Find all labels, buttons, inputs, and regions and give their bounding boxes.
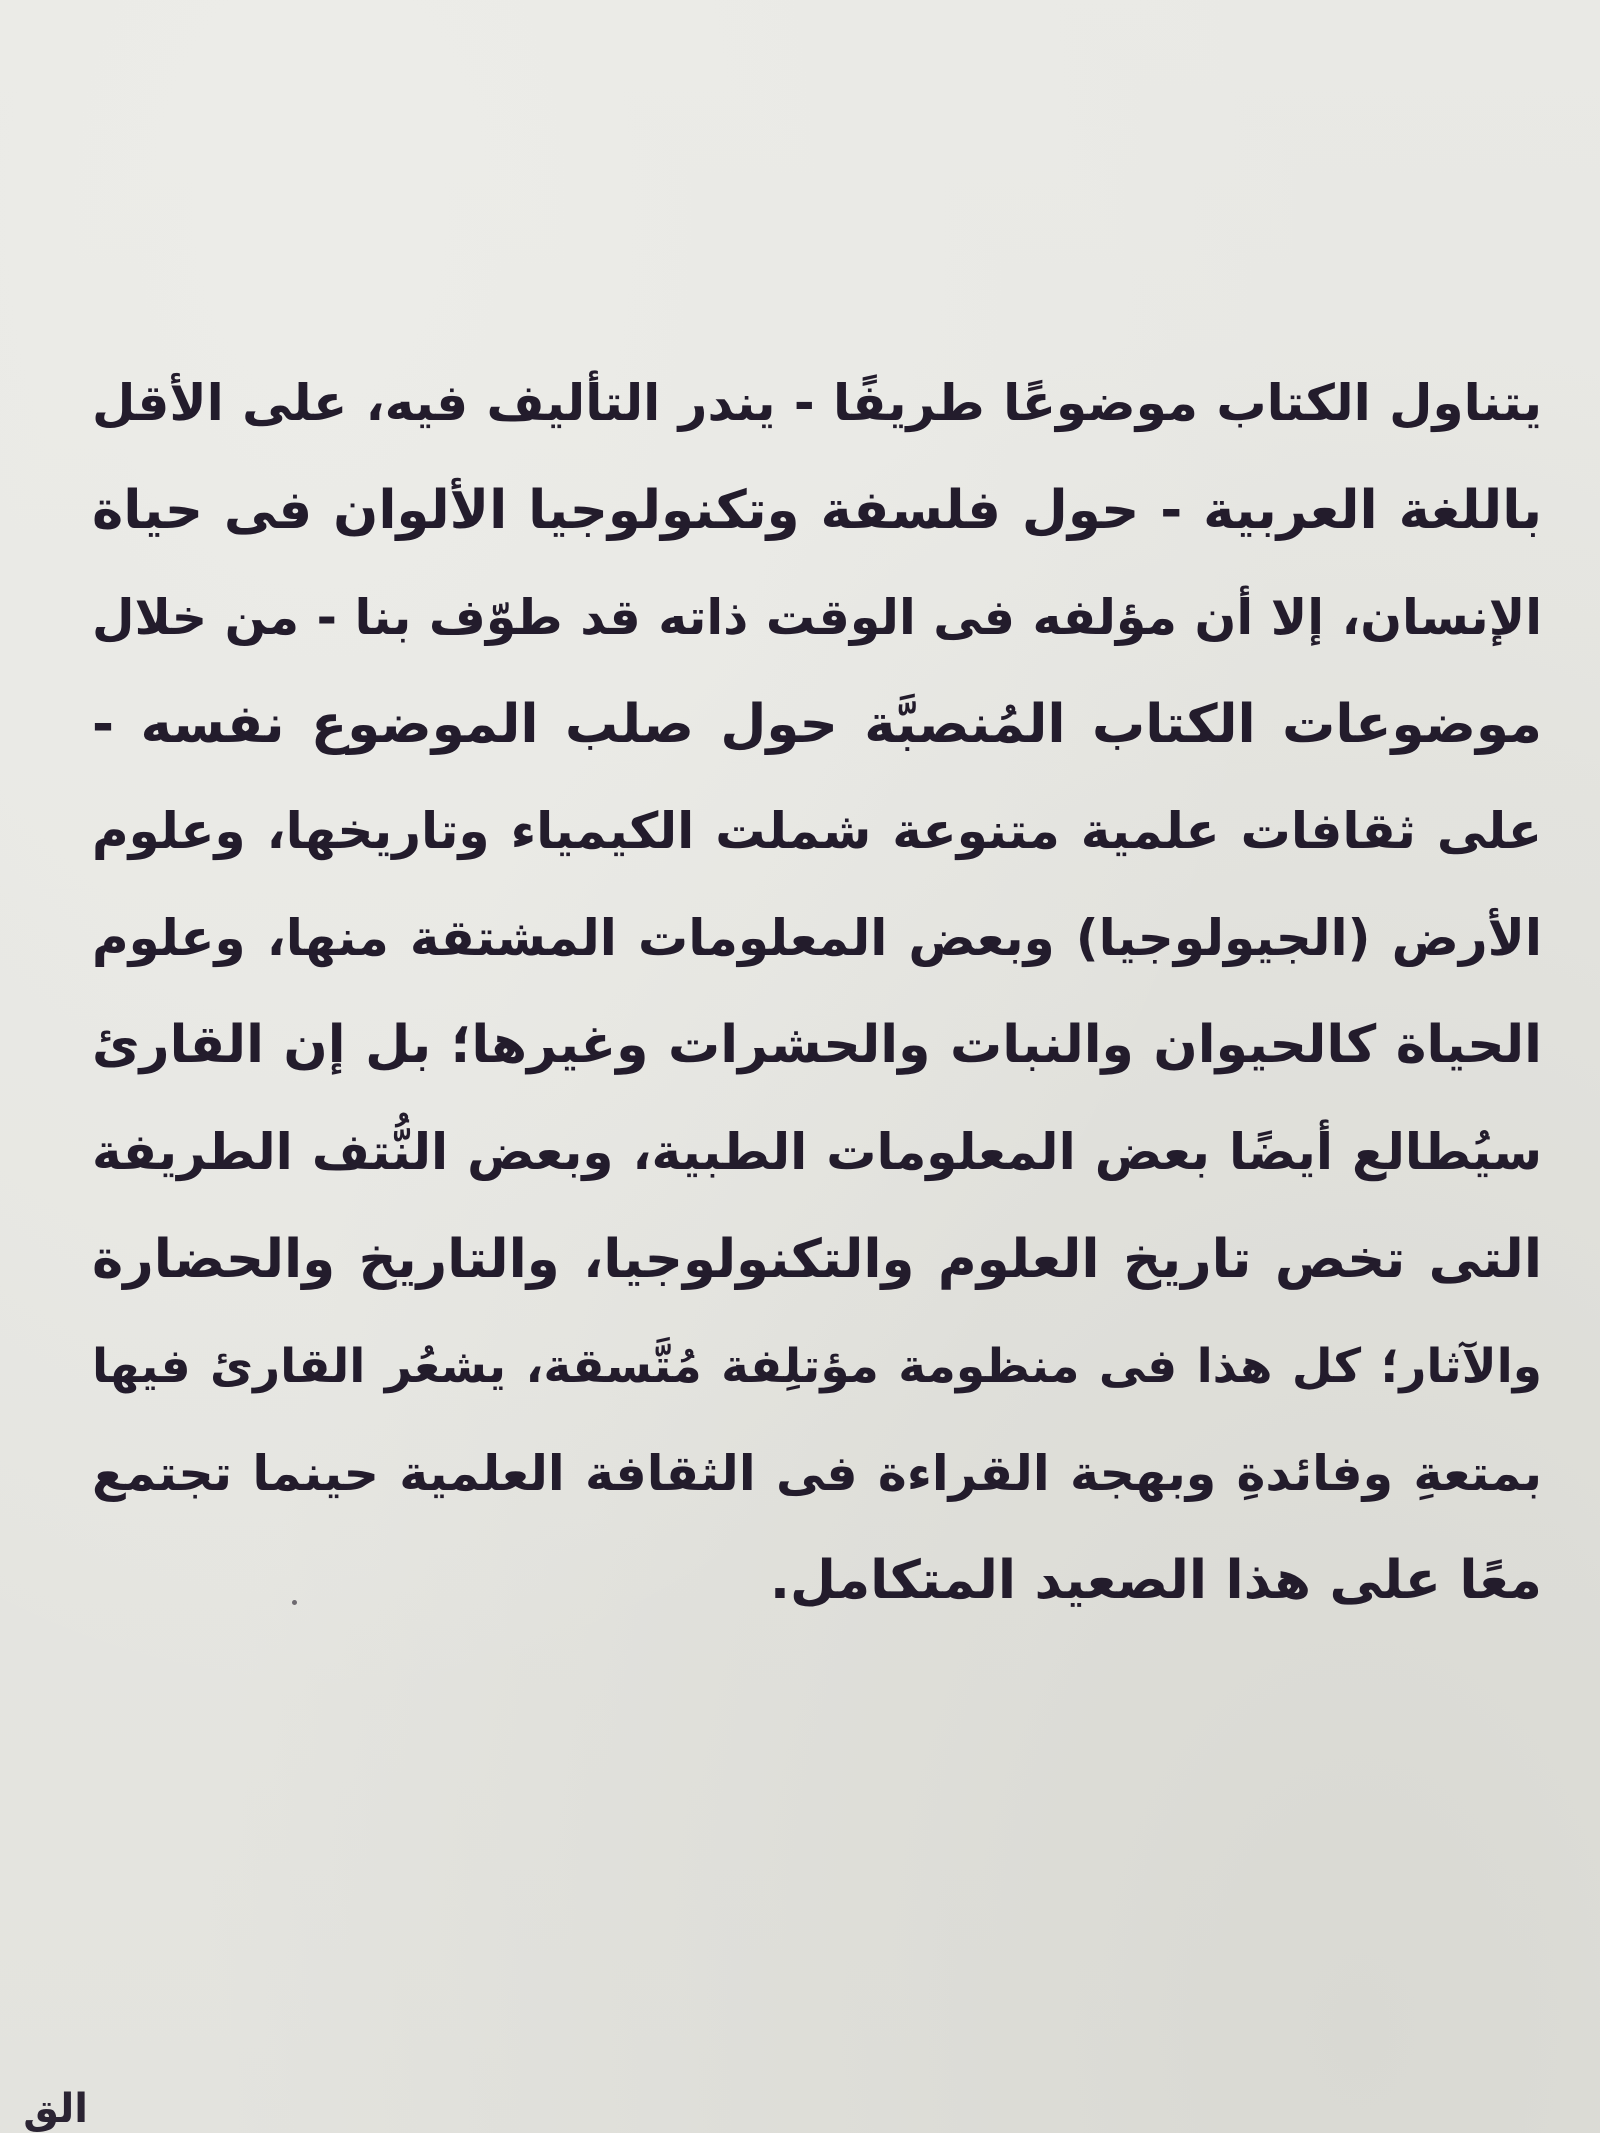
blurb-line-3: الإنسان، إلا أن مؤلفه فى الوقت ذاته قد طوّف بنا - من خلال [92, 589, 1542, 646]
blurb-line-1: يتناول الكتاب موضوعًا طريفًا - يندر التأليف فيه، على الأقل [92, 374, 1542, 432]
spine-text-fragment: الق [23, 2086, 88, 2132]
back-cover-blurb [92, 350, 1542, 1634]
paper-speck [292, 1600, 297, 1605]
blurb-line-9: التى تخص تاريخ العلوم والتكنولوجيا، والتاريخ والحضارة [92, 1229, 1542, 1290]
blurb-line-5: على ثقافات علمية متنوعة شملت الكيمياء وتاريخها، وعلوم [92, 802, 1542, 860]
blurb-line-2: باللغة العربية - حول فلسفة وتكنولوجيا الألوان فى حياة [92, 480, 1542, 541]
blurb-line-8: سيُطالع أيضًا بعض المعلومات الطبية، وبعض النُّتف الطريفة [92, 1123, 1542, 1181]
blurb-line-4: موضوعات الكتاب المُنصبَّة حول صلب الموضوع نفسه - [92, 694, 1542, 755]
blurb-line-12: معًا على هذا الصعيد المتكامل. [769, 1550, 1542, 1611]
blurb-line-6: الأرض (الجيولوجيا) وبعض المعلومات المشتقة منها، وعلوم [92, 909, 1542, 967]
blurb-line-11: بمتعةِ وفائدةِ وبهجة القراءة فى الثقافة العلمية حينما تجتمع [92, 1445, 1542, 1502]
blurb-line-10: والآثار؛ كل هذا فى منظومة مؤتلِفة مُتَّسقة، يشعُر القارئ فيها [92, 1339, 1542, 1394]
blurb-line-7: الحياة كالحيوان والنبات والحشرات وغيرها؛ بل إن القارئ [92, 1015, 1542, 1075]
